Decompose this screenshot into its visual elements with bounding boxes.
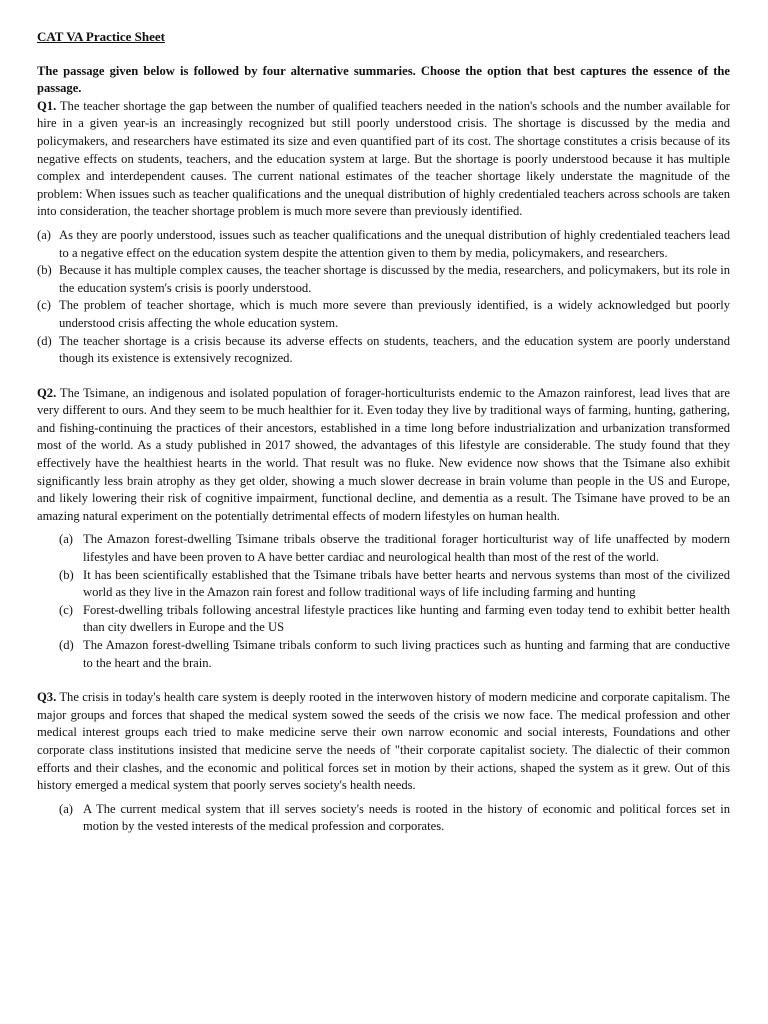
question-label-q1: Q1.	[37, 98, 57, 113]
option-letter: (b)	[37, 263, 52, 278]
option-q1-c	[37, 297, 730, 332]
passage-q3	[37, 689, 730, 795]
passage-q1	[37, 98, 730, 221]
option-text: The Amazon forest-dwelling Tsimane tribals observe the traditional forager horticulturist way of life unaffected by modern lifestyles and have been proven to A have better cardiac and neurological health than most of the rest of the world.	[83, 532, 730, 565]
options-q2	[37, 531, 730, 672]
question-block-q2	[37, 385, 730, 673]
option-q2-b	[37, 567, 730, 602]
option-q2-d	[37, 637, 730, 672]
option-q1-a	[37, 227, 730, 262]
question-block-q3	[37, 689, 730, 836]
question-block-q1	[37, 98, 730, 368]
option-letter: (d)	[37, 333, 52, 348]
sheet-title: CAT VA Practice Sheet	[37, 29, 165, 44]
option-letter: (b)	[59, 567, 74, 582]
option-text: A The current medical system that ill serves society's needs is rooted in the history of economic and political forces set in motion by the vested interests of the medical profession and corporates.	[83, 801, 730, 834]
option-text: Forest-dwelling tribals following ancestral lifestyle practices like hunting and farming even today tend to exhibit better health than city dwellers in Europe and the US	[83, 602, 730, 635]
option-q2-a	[37, 531, 730, 566]
passage-q2	[37, 385, 730, 526]
option-letter: (a)	[59, 532, 73, 547]
option-text: It has been scientifically established that the Tsimane tribals have better hearts and nervous systems than most of the civilized world as they live in the Amazon rain forest and follow traditional ways of life including farming and hunting	[83, 567, 730, 600]
option-letter: (c)	[37, 298, 51, 313]
option-letter: (a)	[37, 227, 51, 242]
option-letter: (c)	[59, 602, 73, 617]
options-q1	[37, 227, 730, 368]
option-q2-c	[37, 602, 730, 637]
option-text: The problem of teacher shortage, which is much more severe than previously identified, is a widely acknowledged but poorly understood crisis affecting the whole education system.	[59, 298, 730, 330]
question-label-q2: Q2.	[37, 385, 57, 400]
option-q3-a	[37, 801, 730, 836]
option-text: The Amazon forest-dwelling Tsimane tribals conform to such living practices such as hunting and farming that are conductive to the heart and the brain.	[83, 638, 730, 670]
passage-text-q3: The crisis in today's health care system is deeply rooted in the interwoven history of modern medicine and corporate capitalism. The major groups and forces that shaped the medical system sowed the seeds of the crisis we now face. The medical profession and other medical interest groups each tried to make medicine serve their own narrow economic and social interests, Foundations and other corporate class institutions insisted that medicine serve the needs of "their corporate capitalist society. The dialectic of their common efforts and their clashes, and the economic and political forces set in motion by their actions, shaped the system as it grew. Out of this history emerged a medical system that poorly serves society's health needs.	[37, 690, 730, 793]
option-q1-d	[37, 333, 730, 368]
spacer	[37, 672, 730, 689]
option-text: The teacher shortage is a crisis because its adverse effects on students, teachers, and the education system are poorly understand though its existence is extensively recognized.	[59, 333, 730, 366]
options-q3	[37, 801, 730, 836]
option-text: Because it has multiple complex causes, the teacher shortage is discussed by the media, researchers, and policymakers, but its role in the education system's crisis is poorly understood.	[59, 263, 730, 295]
option-q1-b	[37, 262, 730, 297]
question-label-q3: Q3.	[37, 690, 57, 705]
option-letter: (a)	[59, 801, 73, 816]
option-text: As they are poorly understood, issues such as teacher qualifications and the unequal distribution of highly credentialed teachers lead to a negative effect on the education system despite the attention given to them by media, policymakers, and researchers.	[59, 227, 730, 260]
practice-sheet	[37, 28, 730, 836]
option-letter: (d)	[59, 638, 74, 652]
passage-text-q1: The teacher shortage the gap between the number of qualified teachers needed in the nation's schools and the number available for hire in a given year-is an increasingly recognized but still poorly understood crisis. The shortage is discussed by the media and policymakers, and researchers have estimated its size and even quantified part of its cost. The shortage constitutes a crisis because of its negative effects on students, teachers, and the education system at large. But the shortage is poorly understood because it has multiple complex and interdependent causes. The current national estimates of the teacher shortage likely understate the magnitude of the problem: When issues such as teacher qualifications and the unequal distribution of highly credentialed teachers across schools are taken into consideration, the teacher shortage problem is much more severe than previously identified.	[37, 98, 731, 219]
instruction-text: The passage given below is followed by four alternative summaries. Choose the option that best captures the essence of the passage.	[37, 63, 730, 96]
passage-text-q2: The Tsimane, an indigenous and isolated population of forager-horticulturists endemic to the Amazon rainforest, lead lives that are very different to ours. And they seem to be much healthier for it. Even today they live by traditional ways of farming, hunting, gathering, and fishing-continuing the practices of their ancestors, established in a time long before industrialization and urbanization transformed most of the world. As a study published in 2017 showed, the advantages of this lifestyle are considerable. The study found that they effectively have the healthiest hearts in the world. That result was no fluke. New evidence now shows that the Tsimane also exhibit significantly less brain atrophy as they get older, showing a much slower decrease in brain volume than people in the US and Europe, and likely lowering their risk of cognitive impairment, functional decline, and dementia as a result. The Tsimane have proved to be an amazing natural experiment on the potentially detrimental effects of modern lifestyles on human health.	[37, 385, 730, 523]
spacer	[37, 368, 730, 385]
